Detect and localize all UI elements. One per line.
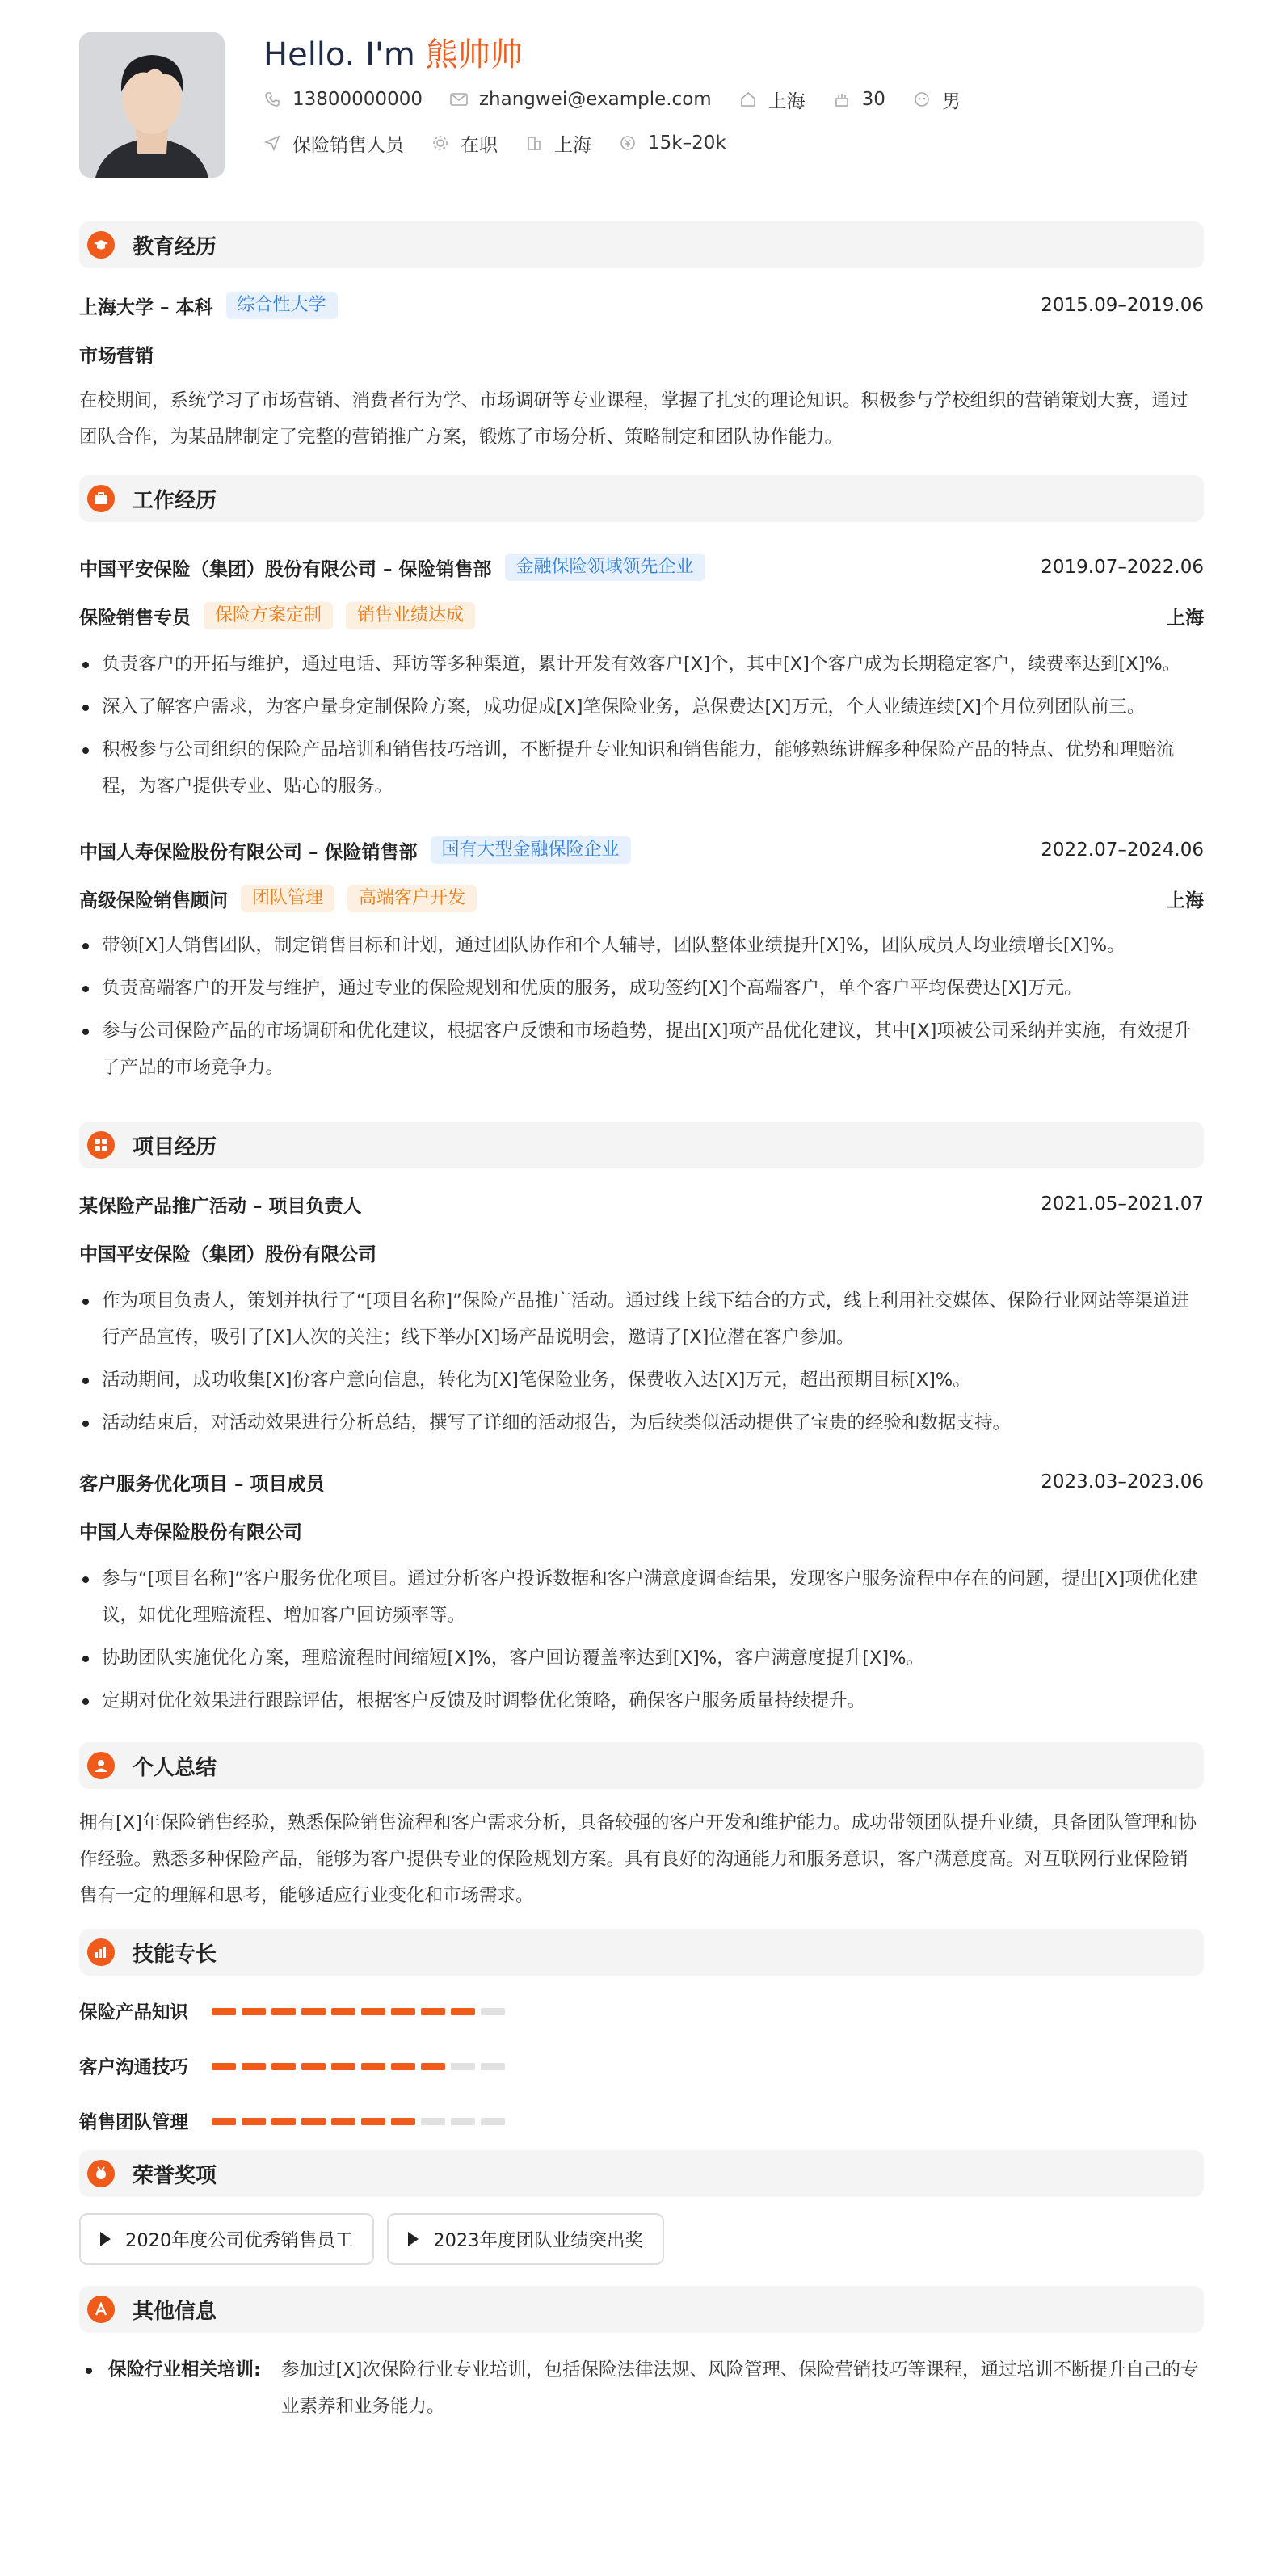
skill-segment (331, 2118, 355, 2125)
list-item: 作为项目负责人，策划并执行了“[项目名称]”保险产品推广活动。通过线上线下结合的方式，线上利用社交媒体、保险行业网站等渠道进行产品宣传，吸引了[X]人次的关注；线下举办[X]场产品说明会，邀请了[X]位潜在客户参加。 (79, 1283, 1204, 1356)
avatar (79, 32, 225, 178)
skill-segment (271, 2008, 296, 2015)
skill-segment (481, 2008, 505, 2015)
education-head (79, 281, 1204, 330)
letter-a-icon (87, 2296, 115, 2323)
education-date: 2015.09–2019.06 (1041, 295, 1204, 316)
project-company-row (79, 1228, 1204, 1277)
list-item: 参与“[项目名称]”客户服务优化项目。通过分析客户投诉数据和客户满意度调查结果，发现客户服务流程中存在的问题，提出[X]项优化建议，如优化理赔流程、增加客户回访频率等。 (79, 1561, 1204, 1634)
role-row (79, 874, 1204, 923)
section-work (79, 475, 1204, 522)
project-bullets (79, 1277, 1204, 1442)
medal-icon (87, 2160, 115, 2187)
phone-icon (263, 90, 281, 108)
section-title: 荣誉奖项 (133, 2163, 217, 2188)
section-summary (79, 1742, 1204, 1789)
work-bullets (79, 640, 1204, 805)
project-name: 某保险产品推广活动 – 项目负责人 (79, 1195, 362, 1217)
project-head (79, 1458, 1204, 1506)
skill-segment (451, 2063, 475, 2070)
skill-tag: 保险方案定制 (204, 602, 333, 629)
skill-tag: 团队管理 (241, 885, 334, 912)
status-value: 在职 (461, 134, 498, 156)
list-item: 负责客户的开拓与维护，通过电话、拜访等多种渠道，累计开发有效客户[X]个，其中[X]个客户成为长期稳定客户，续费率达到[X]%。 (79, 646, 1204, 683)
skill-name: 保险产品知识 (79, 2002, 189, 2023)
role-name: 高级保险销售顾问 (79, 890, 228, 911)
skill-segment (271, 2063, 296, 2070)
skill-bar (212, 2008, 511, 2015)
skill-item (79, 2039, 651, 2094)
other-text: 参加过[X]次保险行业专业培训，包括保险法律法规、风险管理、保险营销技巧等课程，通过培训不断提升自己的专业素养和业务能力。 (281, 2359, 1199, 2417)
role-row (79, 591, 1204, 640)
skill-segment (361, 2063, 385, 2070)
contact-row (263, 78, 988, 121)
skill-segment (481, 2063, 505, 2070)
list-item: 积极参与公司组织的保险产品培训和销售技巧培训，不断提升专业知识和销售能力，能够熟练讲解多种保险产品的特点、优势和理赔流程，为客户提供专业、贴心的服务。 (79, 732, 1204, 805)
award-item (79, 2213, 374, 2265)
grid-icon (87, 1131, 115, 1159)
person-name: 熊帅帅 (425, 36, 523, 74)
education-description: 在校期间，系统学习了市场营销、消费者行为学、市场调研等专业课程，掌握了扎实的理论知识。积极参与学校组织的营销策划大赛，通过团队合作，为某品牌制定了完整的营销推广方案，锻炼了市场分析、策略制定和团队协作能力。 (79, 390, 1188, 448)
skill-segment (421, 2008, 445, 2015)
skills-list (79, 1976, 1204, 2149)
project-bullets (79, 1555, 1204, 1719)
skill-segment (331, 2063, 355, 2070)
briefcase-icon (87, 485, 115, 512)
position-value: 保险销售人员 (292, 134, 404, 156)
summary-text: 拥有[X]年保险销售经验，熟悉保险销售流程和客户需求分析，具备较强的客户开发和维护能力。成功带领团队提升业绩，具备团队管理和协作经验。熟悉多种保险产品，能够为客户提供专业的保险规划方案。具有良好的沟通能力和服务意识，客户满意度高。对互联网行业保险销售有一定的理解和思考，能够适应行业变化和市场需求。 (79, 1812, 1197, 1906)
section-title: 项目经历 (133, 1134, 217, 1160)
skill-segment (301, 2063, 326, 2070)
gender-icon (913, 90, 931, 108)
skill-segment (301, 2118, 326, 2125)
gender-value: 男 (941, 90, 961, 112)
position-item (263, 130, 404, 157)
skill-segment (451, 2008, 475, 2015)
company-tag: 国有大型金融保险企业 (431, 836, 631, 864)
phone-item (263, 89, 423, 110)
skill-segment (212, 2063, 236, 2070)
project-entry (79, 1448, 1204, 1719)
skill-item (79, 2094, 651, 2149)
skill-segment (481, 2118, 505, 2125)
skill-segment (212, 2008, 236, 2015)
project-date: 2023.03–2023.06 (1041, 1471, 1204, 1492)
skill-segment (361, 2118, 385, 2125)
work-date: 2022.07–2024.06 (1041, 840, 1204, 861)
skill-segment (421, 2118, 445, 2125)
section-title: 工作经历 (133, 488, 217, 513)
skill-item (79, 1984, 651, 2039)
project-company: 中国人寿保险股份有限公司 (79, 1522, 302, 1543)
awards-list (79, 2197, 1204, 2286)
chart-icon (87, 1938, 115, 1966)
school-tag: 综合性大学 (226, 292, 338, 319)
section-title: 教育经历 (133, 234, 217, 259)
project-entry (79, 1168, 1204, 1442)
major-row (79, 330, 1204, 378)
coin-icon (619, 134, 637, 152)
section-title: 技能专长 (133, 1942, 217, 1967)
company-name: 中国人寿保险股份有限公司 – 保险销售部 (79, 841, 418, 863)
graduation-cap-icon (87, 231, 115, 259)
job-row (263, 121, 988, 165)
email-value: zhangwei@example.com (478, 89, 712, 110)
phone-value: 13800000000 (292, 89, 423, 110)
section-title: 个人总结 (133, 1755, 217, 1780)
skill-segment (421, 2063, 445, 2070)
cake-icon (833, 90, 851, 108)
company-name: 中国平安保险（集团）股份有限公司 – 保险销售部 (79, 558, 492, 580)
play-icon (100, 2232, 111, 2246)
target-city-item (525, 130, 591, 157)
skill-segment (331, 2008, 355, 2015)
skill-segment (242, 2118, 266, 2125)
list-item: 深入了解客户需求，为客户量身定制保险方案，成功促成[X]笔保险业务，总保费达[X]万元，个人业绩连续[X]个月位列团队前三。 (79, 689, 1204, 726)
work-head (79, 543, 1204, 591)
skill-bar (212, 2063, 511, 2070)
section-title: 其他信息 (133, 2299, 217, 2324)
project-date: 2021.05–2021.07 (1041, 1193, 1204, 1214)
list-item: 活动期间，成功收集[X]份客户意向信息，转化为[X]笔保险业务，保费收入达[X]万元，超出预期目标[X]%。 (79, 1362, 1204, 1399)
list-item: 带领[X]人销售团队，制定销售目标和计划，通过团队协作和个人辅导，团队整体业绩提升[X]%，团队成员人均业绩增长[X]%。 (79, 928, 1204, 964)
user-icon (87, 1752, 115, 1779)
salary-item (619, 133, 726, 154)
award-item (387, 2213, 664, 2265)
age-value: 30 (861, 89, 885, 110)
work-entry (79, 522, 1204, 805)
work-city: 上海 (1167, 890, 1204, 911)
school-name: 上海大学 – 本科 (79, 297, 213, 318)
skill-bar (212, 2118, 511, 2125)
education-entry (79, 268, 1204, 456)
building-icon (525, 134, 543, 152)
hello-text: Hello. I'm (263, 36, 426, 74)
age-item (833, 89, 885, 110)
skill-segment (271, 2118, 296, 2125)
play-icon (408, 2232, 419, 2246)
other-item (79, 2333, 1204, 2425)
project-company-row (79, 1506, 1204, 1555)
resume-header (79, 32, 1204, 194)
section-awards (79, 2150, 1204, 2197)
project-company: 中国平安保险（集团）股份有限公司 (79, 1244, 376, 1265)
list-item: 活动结束后，对活动效果进行分析总结，撰写了详细的活动报告，为后续类似活动提供了宝贵的经验和数据支持。 (79, 1405, 1204, 1442)
header-info (263, 32, 988, 165)
skill-segment (242, 2063, 266, 2070)
target-city-value: 上海 (554, 134, 591, 156)
section-project (79, 1122, 1204, 1168)
bullet-dot (86, 2368, 92, 2374)
work-city: 上海 (1167, 607, 1204, 629)
section-education (79, 221, 1204, 268)
award-name: 2020年度公司优秀销售员工 (125, 2230, 354, 2251)
skill-tag: 销售业绩达成 (346, 602, 475, 629)
skill-name: 客户沟通技巧 (79, 2057, 189, 2078)
other-label: 保险行业相关培训: (108, 2359, 261, 2380)
skill-segment (242, 2008, 266, 2015)
work-bullets (79, 923, 1204, 1086)
city-item (739, 86, 806, 113)
mail-icon (450, 90, 468, 108)
skill-segment (301, 2008, 326, 2015)
section-other (79, 2286, 1204, 2333)
project-name: 客户服务优化项目 – 项目成员 (79, 1473, 325, 1495)
list-item: 定期对优化效果进行跟踪评估，根据客户反馈及时调整优化策略，确保客户服务质量持续提升。 (79, 1683, 1204, 1719)
salary-value: 15k–20k (648, 133, 726, 154)
project-head (79, 1180, 1204, 1228)
home-icon (739, 90, 757, 108)
work-entry (79, 811, 1204, 1086)
skill-segment (391, 2008, 415, 2015)
skill-segment (361, 2008, 385, 2015)
send-icon (263, 134, 281, 152)
company-tag: 金融保险领域领先企业 (505, 554, 705, 581)
list-item: 协助团队实施优化方案，理赔流程时间缩短[X]%，客户回访覆盖率达到[X]%，客户满意度提升[X]%。 (79, 1640, 1204, 1677)
skill-tag: 高端客户开发 (347, 885, 477, 912)
skill-segment (451, 2118, 475, 2125)
gear-icon (431, 134, 449, 152)
award-name: 2023年度团队业绩突出奖 (433, 2230, 644, 2251)
role-name: 保险销售专员 (79, 607, 191, 629)
section-skills (79, 1929, 1204, 1976)
city-value: 上海 (768, 90, 806, 112)
skill-segment (391, 2118, 415, 2125)
major-name: 市场营销 (79, 345, 154, 367)
work-date: 2019.07–2022.06 (1041, 557, 1204, 578)
status-item (431, 130, 498, 157)
work-head (79, 826, 1204, 874)
resume-page (79, 32, 1204, 2425)
skill-segment (212, 2118, 236, 2125)
email-item (450, 89, 712, 110)
greeting (263, 32, 988, 78)
gender-item (913, 86, 961, 113)
skill-segment (391, 2063, 415, 2070)
list-item: 参与公司保险产品的市场调研和优化建议，根据客户反馈和市场趋势，提出[X]项产品优化建议，其中[X]项被公司采纳并实施，有效提升了产品的市场竞争力。 (79, 1013, 1204, 1086)
skill-name: 销售团队管理 (79, 2112, 189, 2133)
list-item: 负责高端客户的开发与维护，通过专业的保险规划和优质的服务，成功签约[X]个高端客户，单个客户平均保费达[X]万元。 (79, 970, 1204, 1007)
